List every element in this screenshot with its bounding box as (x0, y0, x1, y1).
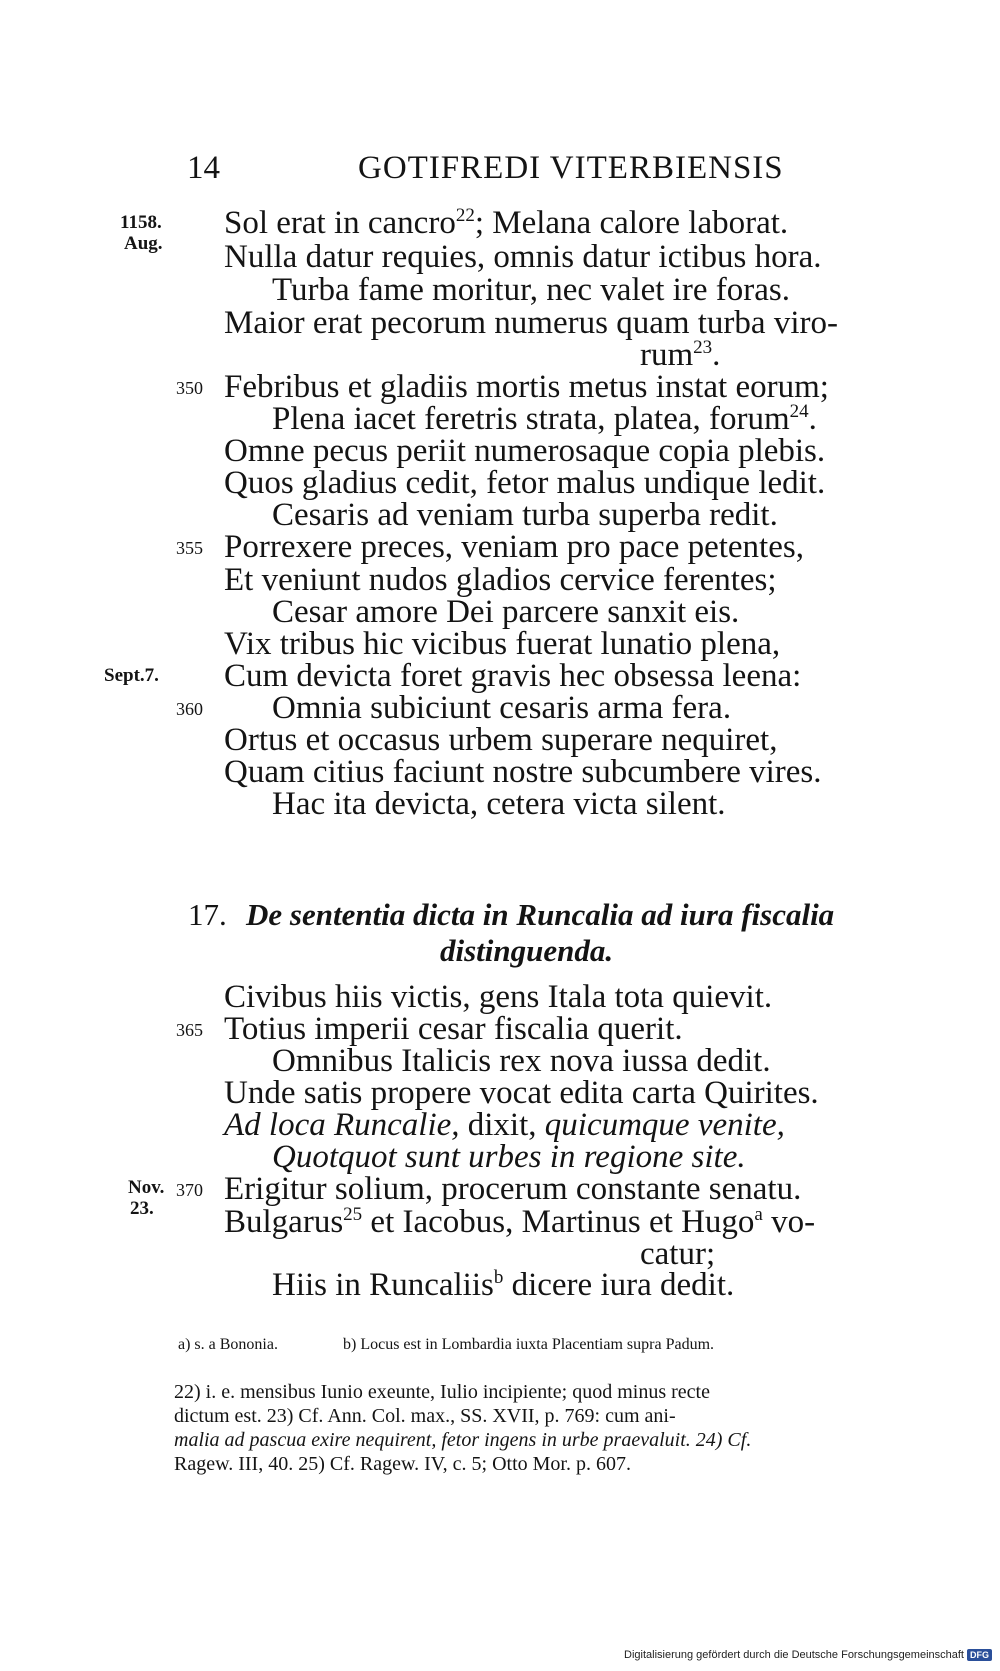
verse-line: Bulgarus$^{25}$ et Iacobus, Martinus et Hugo$^a$ vo- (224, 1204, 816, 1240)
verse-line: Quos gladius cedit, fetor malus undique ledit. (224, 465, 826, 501)
verse-line: Turba fame moritur, nec valet ire foras. (272, 272, 790, 308)
verse-line: Porrexere preces, veniam pro pace petentes, (224, 529, 804, 565)
verse-line: Et veniunt nudos gladios cervice ferentes; (224, 562, 777, 598)
footnote-line: Ragew. III, 40. 25) Cf. Ragew. IV, c. 5; Otto Mor. p. 607. (174, 1453, 631, 1475)
line-number: 350 (176, 378, 203, 398)
verse-line: Omnia subiciunt cesaris arma fera. (272, 690, 732, 726)
footnote-line: dictum est. 23) Cf. Ann. Col. max., SS. XVII, p. 769: cum ani- (174, 1405, 676, 1427)
verse-line: rum$^{23}$. (640, 337, 721, 373)
verse-line: Hiis in Runcaliis$^b$ dicere iura dedit. (272, 1267, 735, 1303)
verse-line: Ortus et occasus urbem superare nequiret, (224, 722, 778, 758)
verse-line: catur; (640, 1236, 716, 1272)
verse-line: Quam citius faciunt nostre subcumbere vires. (224, 754, 822, 790)
verse-line: Ad loca Runcalie, dixit, quicumque venite, (224, 1107, 785, 1143)
verse-line: Quotquot sunt urbes in regione site. (272, 1139, 746, 1175)
line-number: 360 (176, 699, 203, 719)
verse-line: Cum devicta foret gravis hec obsessa leena: (224, 658, 802, 694)
verse-line: Sol erat in cancro$^{22}$; Melana calore laborat. (224, 205, 789, 241)
page-number: 14 (187, 150, 220, 186)
margin-date: 1158. (120, 212, 162, 233)
verse-line: Civibus hiis victis, gens Itala tota quievit. (224, 979, 773, 1015)
verse-line: Nulla datur requies, omnis datur ictibus hora. (224, 239, 822, 275)
apparatus-note: a) s. a Bononia. (178, 1336, 278, 1353)
line-number: 365 (176, 1020, 203, 1040)
verse-line: Omnibus Italicis rex nova iussa dedit. (272, 1043, 771, 1079)
verse-line: Totius imperii cesar fiscalia querit. (224, 1011, 683, 1047)
verse-line: Omne pecus periit numerosaque copia plebis. (224, 433, 826, 469)
footnote-line: malia ad pascua exire nequirent, fetor ingens in urbe praevaluit. 24) Cf. (174, 1429, 752, 1451)
verse-line: Cesar amore Dei parcere sanxit eis. (272, 594, 740, 630)
verse-line: Plena iacet feretris strata, platea, forum$^{24}$. (272, 401, 817, 437)
margin-date: Aug. (124, 233, 163, 254)
margin-date: 23. (130, 1198, 154, 1219)
verse-line: Febribus et gladiis mortis metus instat eorum; (224, 369, 829, 405)
running-title: GOTIFREDI VITERBIENSIS (358, 150, 784, 186)
verse-line: Hac ita devicta, cetera victa silent. (272, 786, 726, 822)
verse-line: Maior erat pecorum numerus quam turba viro- (224, 305, 838, 341)
digitization-credit (624, 1649, 992, 1661)
apparatus-note: b) Locus est in Lombardia iuxta Placentiam supra Padum. (343, 1336, 715, 1353)
chapter-title: distinguenda. (440, 933, 614, 968)
footnote-line: 22) i. e. mensibus Iunio exeunte, Iulio incipiente; quod minus recte (174, 1381, 710, 1403)
line-number: 355 (176, 538, 203, 558)
verse-line: Unde satis propere vocat edita carta Quirites. (224, 1075, 819, 1111)
line-number: 370 (176, 1180, 203, 1200)
margin-date: Sept.7. (104, 665, 159, 686)
dfg-logo-icon: DFG (967, 1649, 992, 1661)
verse-line: Cesaris ad veniam turba superba redit. (272, 497, 778, 533)
chapter-title: De sententia dicta in Runcalia ad iura fiscalia (246, 897, 835, 932)
margin-date: Nov. (128, 1177, 165, 1198)
verse-line: Vix tribus hic vicibus fuerat lunatio plena, (224, 626, 781, 662)
chapter-number: 17. (188, 897, 227, 932)
credit-text: Digitalisierung gefördert durch die Deutsche Forschungsgemeinschaft (624, 1649, 964, 1661)
verse-line: Erigitur solium, procerum constante senatu. (224, 1171, 802, 1207)
